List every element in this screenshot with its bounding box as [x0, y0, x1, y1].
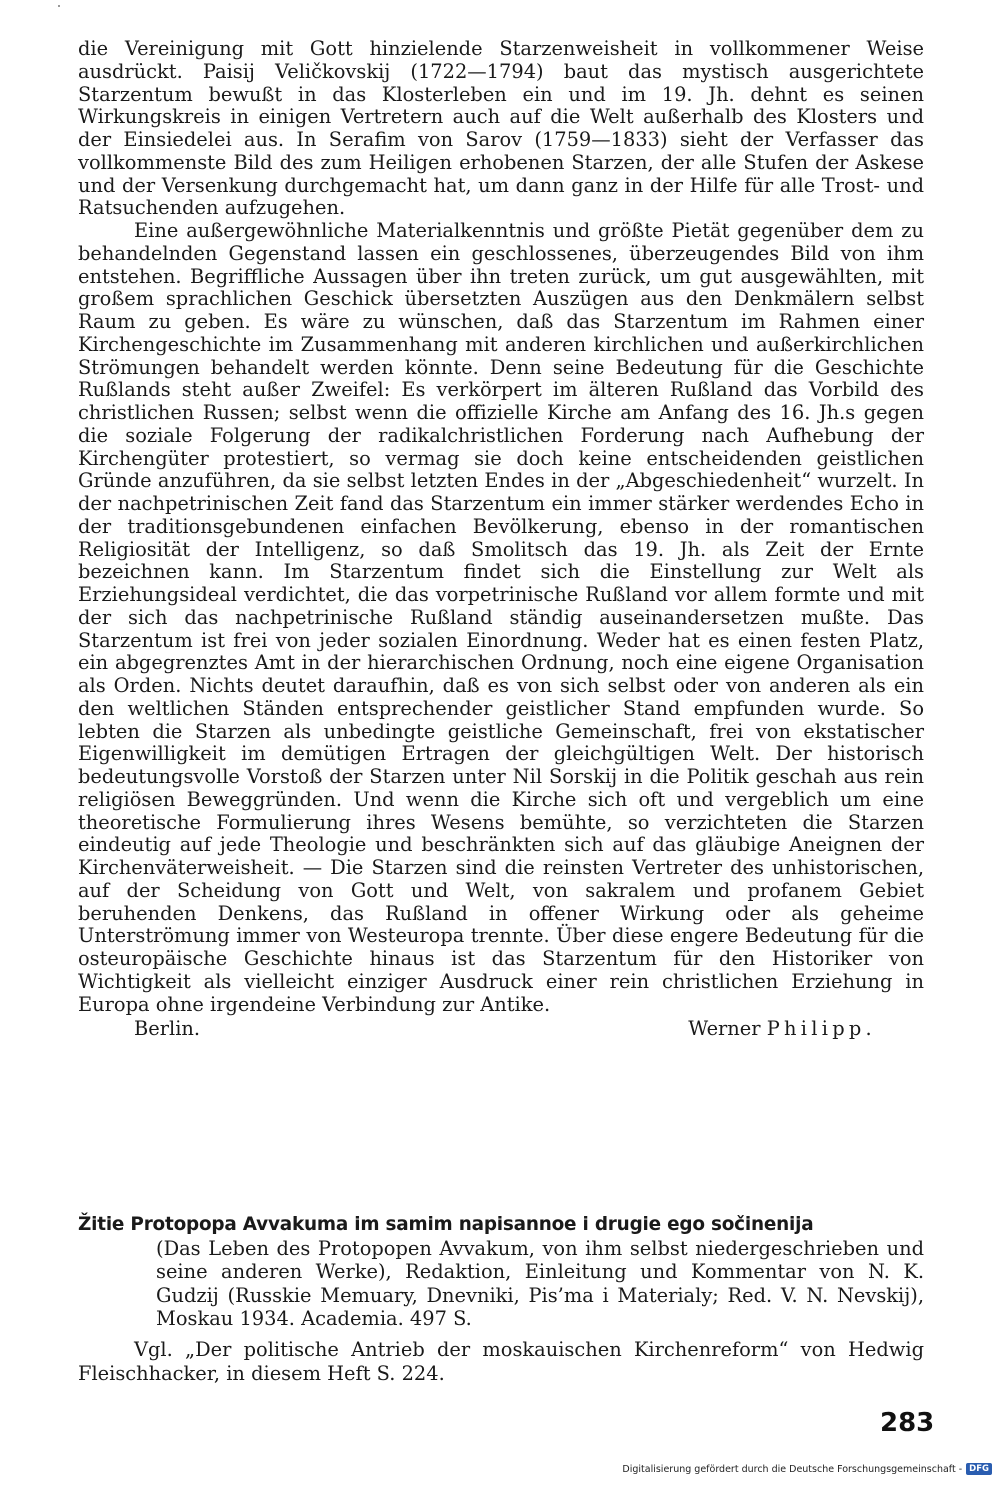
scan-speck: [58, 5, 60, 7]
book-details: (Das Leben des Protopopen Avvakum, von ihm selbst niedergeschrieben und seine anderen Werke), Redaktion, Einleitung und Kommentar von N. K. Gudzij (Russkie Memuary, Dnevniki, Pis’ma i Materialy; Red. V. N. Nevskij), Moskau 1934. Academia. 497 S.: [156, 1236, 924, 1330]
page-number: 283: [880, 1408, 935, 1438]
signature-author: [688, 1018, 876, 1041]
book-title-text: Žitie Protopopa Avvakuma im samim napisannoe i drugie ego sočinenija: [78, 1214, 814, 1235]
paragraph-1: die Vereinigung mit Gott hinzielende Starzenweisheit in vollkommener Weise ausdrückt. Paisij Veličkovskij (1722—1794) baut das mystisch ausgerichtete Starzentum bewußt in das Klosterleben ein und im 19. Jh. dehnt es seinen Wirkungskreis in einigen Vertretern auch auf die Welt außerhalb des Klosters und der Einsiedelei aus. In Serafim von Sarov (1759—1833) sieht der Verfasser das vollkommenste Bild des zum Heiligen erhobenen Starzen, der alle Stufen der Askese und der Versenkung durchgemacht hat, um dann ganz in der Hilfe für alle Trost- und Ratsuchenden aufzugehen.: [78, 37, 924, 220]
signature-line: [78, 1018, 924, 1042]
author-last-name: Philipp.: [766, 1017, 876, 1041]
review-body: [78, 38, 924, 1042]
book-title: [78, 1212, 924, 1237]
digitization-footer: [622, 1463, 992, 1475]
author-first-name: Werner: [688, 1017, 761, 1041]
signature-place: Berlin.: [134, 1017, 201, 1041]
cross-reference-text: Vgl. „Der politische Antrieb der moskauischen Kirchenreform“ von Hedwig Fleischhacker, in diesem Heft S. 224.: [78, 1338, 924, 1385]
dfg-logo-icon: DFG: [966, 1463, 992, 1475]
book-review-entry: [78, 1212, 924, 1331]
cross-reference: [78, 1338, 924, 1385]
footer-credit: Digitalisierung gefördert durch die Deutsche Forschungsgemeinschaft -: [622, 1463, 963, 1475]
paragraph-2: Eine außergewöhnliche Materialkenntnis und größte Pietät gegenüber dem zu behandelnden Gegenstand lassen ein geschlossenes, überzeugendes Bild von ihm entstehen. Begriffliche Aussagen über ihn treten zurück, um gut ausgewählten, mit großem sprachlichen Geschick übersetzten Auszügen aus den Denkmälern selbst Raum zu geben. Es wäre zu wünschen, daß das Starzentum im Rahmen einer Kirchengeschichte im Zusammenhang mit anderen kirchlichen und außerkirchlichen Strömungen behandelt werden könnte. Denn seine Bedeutung für die Geschichte Rußlands steht außer Zweifel: Es verkörpert im älteren Rußland das Vorbild des christlichen Russen; selbst wenn die offizielle Kirche am Anfang des 16. Jh.s gegen die soziale Folgerung der radikalchristlichen Forderung nach Aufhebung der Kirchengüter protestiert, so vermag sie doch keine entscheidenden geistlichen Gründe anzuführen, da sie selbst letzten Endes in der „Abgeschiedenheit“ wurzelt. In der nachpetrinischen Zeit fand das Starzentum ein immer stärker werdendes Echo in der traditionsgebundenen einfachen Bevölkerung, ebenso in der romantischen Religiosität der Intelligenz, so daß Smolitsch das 19. Jh. als Zeit der Ernte bezeichnen kann. Im Starzentum findet sich die Einstellung zur Welt als Erziehungsideal verdichtet, die das vorpetrinische Rußland vor allem formte und mit der sich das nachpetrinische Rußland ständig auseinandersetzen mußte. Das Starzentum ist frei von jeder sozialen Einordnung. Weder hat es einen festen Platz, ein abgegrenztes Amt in der hierarchischen Ordnung, noch eine eigene Organisation als Orden. Nichts deutet daraufhin, daß es von sich selbst oder von anderen als ein den weltlichen Ständen entsprechender geistlicher Stand empfunden wurde. So lebten die Starzen als unbedingte geistliche Gemeinschaft, frei von ekstatischer Eigenwilligkeit im demütigen Ertragen der gleichgültigen Welt. Der historisch bedeutungsvolle Vorstoß der Starzen unter Nil Sorskij in die Politik geschah aus rein religiösen Beweggründen. Und wenn die Kirche sich oft und vergeblich um eine theoretische Formulierung ihres Wesens bemühte, so verzichteten die Starzen eindeutig auf jede Theologie und beschränkten sich auf das gläubige Aneignen der Kirchenväterweisheit. — Die Starzen sind die reinsten Vertreter des unhistorischen, auf der Scheidung von Gott und Welt, von sakralem und profanem Gebiet beruhenden Denkens, das Rußland in offener Wirkung oder als geheime Unterströmung immer von Westeuropa trennte. Über diese engere Bedeutung für die osteuropäische Geschichte hinaus ist das Starzentum für den Historiker von Wichtigkeit als vielleicht einziger Ausdruck einer rein christlichen Erziehung in Europa ohne irgendeine Verbindung zur Antike.: [78, 219, 924, 1016]
